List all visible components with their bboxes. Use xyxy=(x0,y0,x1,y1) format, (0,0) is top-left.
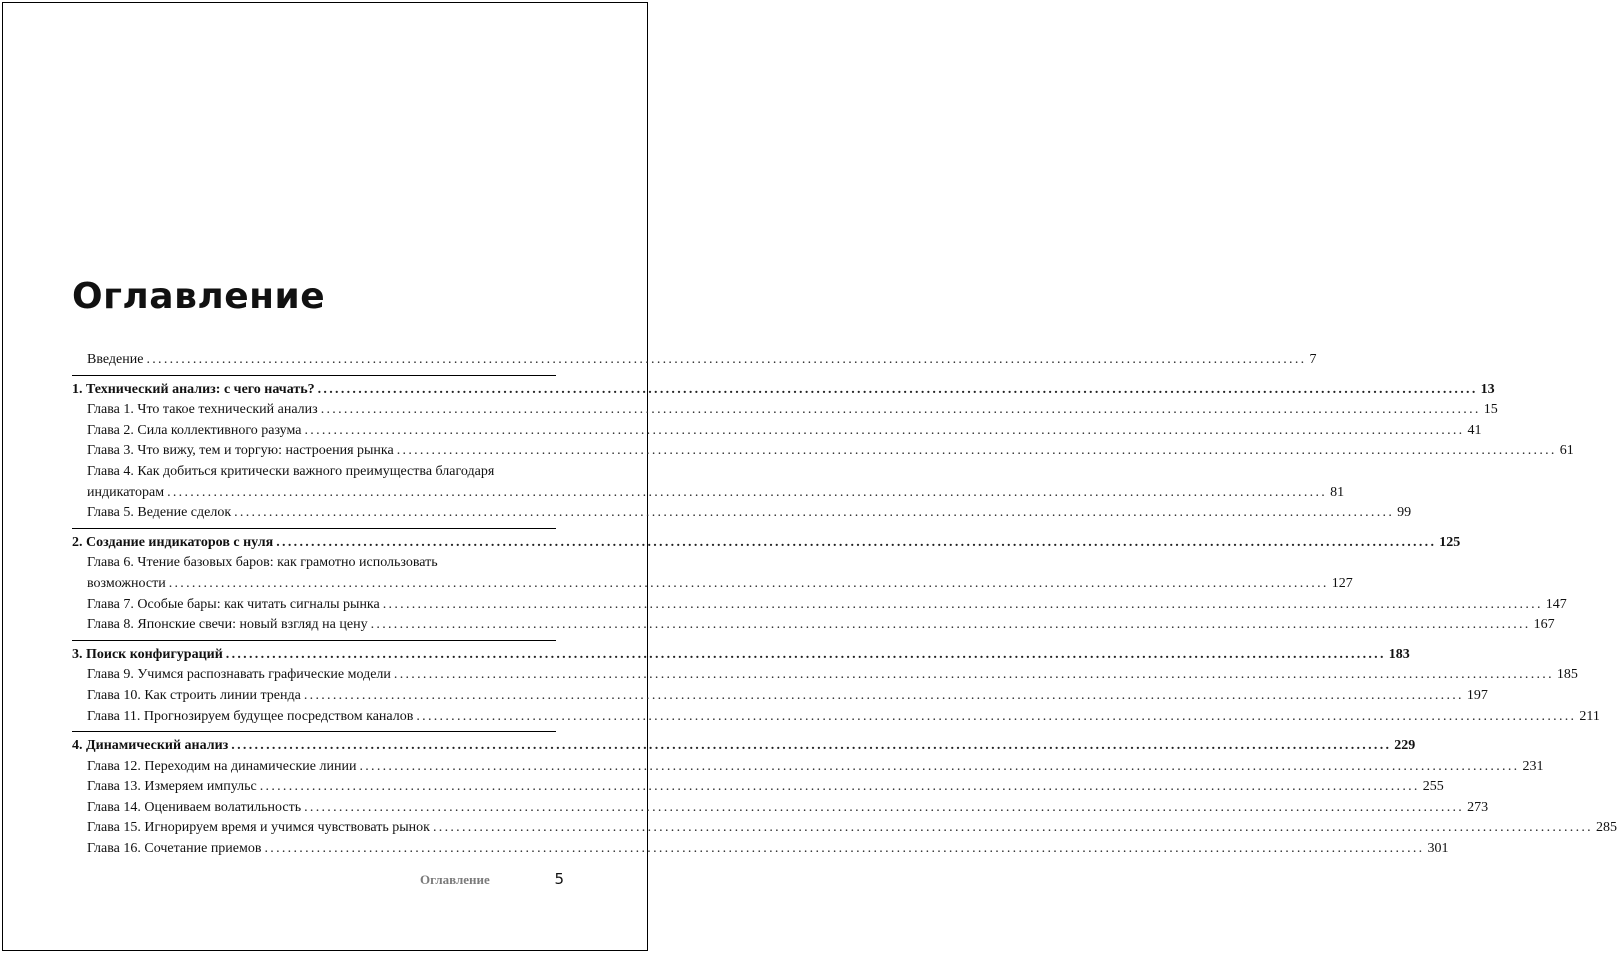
toc-entry-label: Глава 12. Переходим на динамические линии xyxy=(87,758,357,774)
toc-page-number: 285 xyxy=(1595,820,1617,836)
page-title: Оглавление xyxy=(72,276,326,317)
leader-dots: ........................................................................................................................................................................................................ xyxy=(317,381,1478,397)
toc-page-number: 231 xyxy=(1522,758,1544,774)
leader-dots: ........................................................................................................................................................................................................ xyxy=(370,617,1531,633)
leader-dots: ........................................................................................................................................................................................................ xyxy=(276,534,1437,550)
toc-entry-label: Глава 7. Особые бары: как читать сигналы рынка xyxy=(87,596,380,612)
leader-dots: ........................................................................................................................................................................................................ xyxy=(303,687,1464,703)
toc-page-number: 15 xyxy=(1483,402,1498,418)
leader-dots: ........................................................................................................................................................................................................ xyxy=(396,443,1557,459)
toc-entry-label: Глава 16. Сочетание приемов xyxy=(87,841,262,857)
toc-part-2[interactable] xyxy=(72,533,1461,554)
toc-intro[interactable] xyxy=(72,350,1317,371)
leader-dots: ........................................................................................................................................................................................................ xyxy=(225,646,1386,662)
section-divider xyxy=(72,375,556,376)
running-footer-section: Оглавление xyxy=(420,872,490,887)
toc-chapter-11[interactable] xyxy=(72,707,1600,728)
toc-entry-label-line1: Глава 6. Чтение базовых баров: как грамотно использовать xyxy=(87,555,438,571)
toc-chapter-3[interactable] xyxy=(72,441,1574,462)
toc-chapter-12[interactable] xyxy=(72,757,1544,778)
toc-chapter-13[interactable] xyxy=(72,777,1444,798)
toc-page-number: 183 xyxy=(1388,646,1410,662)
leader-dots: ........................................................................................................................................................................................................ xyxy=(259,779,1420,795)
toc-entry-label: Глава 13. Измеряем импульс xyxy=(87,779,257,795)
toc-page-number: 185 xyxy=(1556,667,1578,683)
leader-dots: ........................................................................................................................................................................................................ xyxy=(168,575,1329,591)
toc-page-number: 167 xyxy=(1533,617,1555,633)
toc-page-number: 211 xyxy=(1579,708,1600,724)
section-divider xyxy=(72,640,556,641)
toc-chapter-10[interactable] xyxy=(72,686,1488,707)
toc-part-label: 3. Поиск конфигураций xyxy=(72,646,223,662)
toc-page-number: 41 xyxy=(1467,422,1482,438)
page-footer xyxy=(420,870,564,888)
toc-entry-label: Глава 10. Как строить линии тренда xyxy=(87,687,301,703)
toc-chapter-7[interactable] xyxy=(72,595,1567,616)
leader-dots: ........................................................................................................................................................................................................ xyxy=(320,402,1481,418)
toc-entry-label: Глава 14. Оцениваем волатильность xyxy=(87,799,302,815)
section-divider xyxy=(72,731,556,732)
toc-chapter-14[interactable] xyxy=(72,798,1489,819)
toc-page-number: 147 xyxy=(1545,596,1567,612)
toc-page-number: 301 xyxy=(1427,841,1449,857)
page-number: 5 xyxy=(554,870,564,888)
toc-entry-label-line1: Глава 4. Как добиться критически важного преимущества благодаря xyxy=(87,463,495,479)
toc-page-number: 13 xyxy=(1480,381,1495,397)
toc-part-1[interactable] xyxy=(72,380,1495,401)
toc-page-number: 197 xyxy=(1466,687,1488,703)
toc-part-label: 4. Динамический анализ xyxy=(72,738,229,754)
toc-entry-label: Глава 1. Что такое технический анализ xyxy=(87,402,318,418)
leader-dots: ........................................................................................................................................................................................................ xyxy=(304,799,1465,815)
leader-dots: ........................................................................................................................................................................................................ xyxy=(416,708,1577,724)
section-divider xyxy=(72,528,556,529)
toc-chapter-6[interactable] xyxy=(72,553,1353,594)
leader-dots: ........................................................................................................................................................................................................ xyxy=(359,758,1520,774)
table-of-contents xyxy=(72,350,1617,860)
toc-entry-label: Глава 5. Ведение сделок xyxy=(87,505,232,521)
toc-part-label: 1. Технический анализ: с чего начать? xyxy=(72,381,315,397)
toc-chapter-4[interactable] xyxy=(72,462,1345,503)
toc-entry-label: Глава 9. Учимся распознавать графические модели xyxy=(87,667,391,683)
toc-page-number: 255 xyxy=(1422,779,1444,795)
toc-page-number: 273 xyxy=(1467,799,1489,815)
toc-part-label: 2. Создание индикаторов с нуля xyxy=(72,534,274,550)
toc-chapter-16[interactable] xyxy=(72,839,1449,860)
toc-entry-label: Глава 2. Сила коллективного разума xyxy=(87,422,302,438)
toc-chapter-5[interactable] xyxy=(72,503,1412,524)
leader-dots: ........................................................................................................................................................................................................ xyxy=(432,820,1593,836)
toc-page-number: 99 xyxy=(1397,505,1412,521)
leader-dots: ........................................................................................................................................................................................................ xyxy=(264,841,1425,857)
toc-chapter-15[interactable] xyxy=(72,818,1617,839)
toc-part-3[interactable] xyxy=(72,645,1410,666)
toc-chapter-2[interactable] xyxy=(72,421,1482,442)
toc-page-number: 81 xyxy=(1330,484,1345,500)
toc-entry-label: индикаторам xyxy=(87,484,165,500)
toc-chapter-8[interactable] xyxy=(72,615,1555,636)
toc-page-number: 125 xyxy=(1439,534,1461,550)
toc-entry-label: Глава 3. Что вижу, тем и торгую: настроения рынка xyxy=(87,443,394,459)
toc-chapter-1[interactable] xyxy=(72,400,1498,421)
leader-dots: ........................................................................................................................................................................................................ xyxy=(234,505,1395,521)
toc-page-number: 61 xyxy=(1559,443,1574,459)
toc-part-4[interactable] xyxy=(72,736,1416,757)
leader-dots: ........................................................................................................................................................................................................ xyxy=(382,596,1543,612)
toc-page-number: 7 xyxy=(1309,352,1317,367)
leader-dots: ........................................................................................................................................................................................................ xyxy=(304,422,1465,438)
leader-dots: ........................................................................................................................................................................................................ xyxy=(146,352,1307,367)
toc-entry-label: Глава 15. Игнорируем время и учимся чувствовать рынок xyxy=(87,820,430,836)
toc-entry-label: Глава 11. Прогнозируем будущее посредством каналов xyxy=(87,708,414,724)
toc-entry-label: возможности xyxy=(87,575,166,591)
toc-entry-label: Глава 8. Японские свечи: новый взгляд на цену xyxy=(87,617,368,633)
toc-page-number: 229 xyxy=(1394,738,1416,754)
leader-dots: ........................................................................................................................................................................................................ xyxy=(167,484,1328,500)
leader-dots: ........................................................................................................................................................................................................ xyxy=(393,667,1554,683)
toc-entry-label: Введение xyxy=(87,352,144,367)
toc-chapter-9[interactable] xyxy=(72,665,1578,686)
toc-page-number: 127 xyxy=(1331,575,1353,591)
leader-dots: ........................................................................................................................................................................................................ xyxy=(231,738,1392,754)
